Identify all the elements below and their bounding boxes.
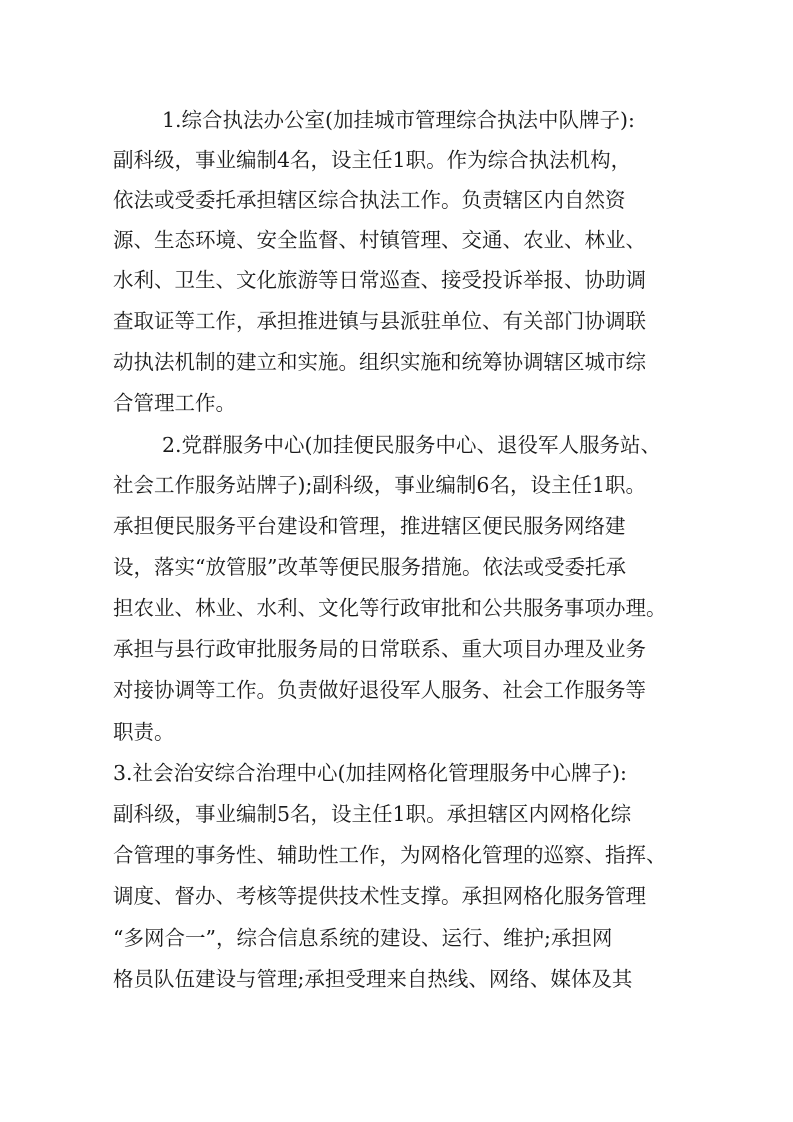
text-line: 合管理工作。 xyxy=(113,391,236,415)
text-line: 依法或受委托承担辖区综合执法工作。负责辖区内自然资 xyxy=(113,188,626,212)
text-line: 职责。 xyxy=(113,720,175,744)
paragraph-1-heading: 1.综合执法办公室(加挂城市管理综合执法中队牌子): xyxy=(162,108,635,132)
text-line: 副科级，事业编制5名，设主任1职。承担辖区内网格化综 xyxy=(113,802,632,826)
text-line: 水利、卫生、文化旅游等日常巡查、接受投诉举报、协助调 xyxy=(113,268,646,292)
text-line: 源、生态环境、安全监督、村镇管理、交通、农业、林业、 xyxy=(113,228,646,252)
text-line: 对接协调等工作。负责做好退役军人服务、社会工作服务等 xyxy=(113,678,646,702)
text-line: 动执法机制的建立和实施。组织实施和统筹协调辖区城市综 xyxy=(113,350,646,374)
text-line: 查取证等工作，承担推进镇与县派驻单位、有关部门协调联 xyxy=(113,309,646,333)
text-line: 格员队伍建设与管理;承担受理来自热线、网络、媒体及其 xyxy=(113,967,633,991)
text-line: 设，落实“放管服”改革等便民服务措施。依法或受委托承 xyxy=(113,555,626,579)
text-line: 承担与县行政审批服务局的日常联系、重大项目办理及业务 xyxy=(113,637,646,661)
text-line: 担农业、林业、水利、文化等行政审批和公共服务事项办理。 xyxy=(113,596,667,620)
paragraph-3-heading: 3.社会治安综合治理中心(加挂网格化管理服务中心牌子): xyxy=(113,761,627,785)
text-line: 调度、督办、考核等提供技术性支撑。承担网格化服务管理 xyxy=(113,884,646,908)
text-line: 合管理的事务性、辅助性工作，为网格化管理的巡察、指挥、 xyxy=(113,843,667,867)
text-line: 社会工作服务站牌子);副科级，事业编制6名，设主任1职。 xyxy=(113,473,646,497)
text-line: “多网合一”，综合信息系统的建设、运行、维护;承担网 xyxy=(113,926,613,950)
paragraph-2-heading: 2.党群服务中心(加挂便民服务中心、退役军人服务站、 xyxy=(162,433,662,457)
text-line: 承担便民服务平台建设和管理，推进辖区便民服务网络建 xyxy=(113,514,626,538)
text-line: 副科级，事业编制4名，设主任1职。作为综合执法机构， xyxy=(113,148,632,172)
